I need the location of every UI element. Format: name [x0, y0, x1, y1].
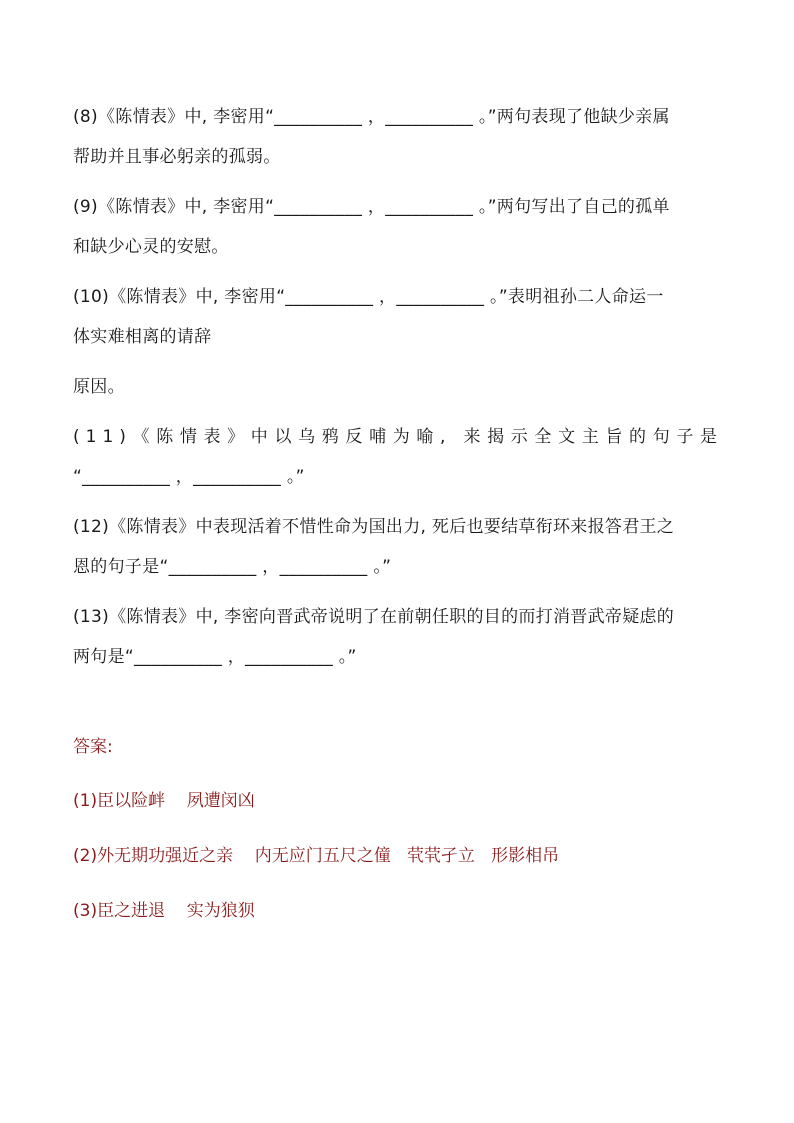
question-12 [73, 507, 723, 587]
question-9 [73, 187, 723, 267]
question-10-continuation [73, 367, 723, 407]
question-13 [73, 597, 723, 677]
question-13-line-1: (13)《陈情表》中, 李密向晋武帝说明了在前朝任职的目的而打消晋武帝疑虑的 [73, 607, 675, 627]
question-11 [73, 417, 723, 497]
question-10 [73, 277, 723, 357]
question-11-line-1: (11)《陈情表》中以乌鸦反哺为喻, 来揭示全文主旨的句子是 [73, 427, 723, 447]
question-11-line-2: “__________ ，__________ 。” [73, 467, 305, 487]
document-page [73, 97, 723, 946]
answer-1: (1)臣以险衅 夙遭闵凶 [73, 791, 255, 811]
question-8-line-1: (8)《陈情表》中, 李密用“__________ ，__________ 。”两句表现了他缺少亲属 [73, 107, 670, 127]
question-9-line-2: 和缺少心灵的安慰。 [73, 237, 229, 257]
question-12-line-2: 恩的句子是“__________ ，__________ 。” [73, 557, 392, 577]
question-9-line-1: (9)《陈情表》中, 李密用“__________ ，__________ 。”两句写出了自己的孤单 [73, 197, 670, 217]
answer-2: (2)外无期功强近之亲 内无应门五尺之僮 茕茕孑立 形影相吊 [73, 846, 560, 866]
question-12-line-1: (12)《陈情表》中表现活着不惜性命为国出力, 死后也要结草衔环来报答君王之 [73, 517, 675, 537]
answer-3: (3)臣之进退 实为狼狈 [73, 901, 255, 921]
question-13-line-2: 两句是“__________ ，__________ 。” [73, 647, 357, 667]
question-10-line-1: (10)《陈情表》中, 李密用“__________ ，__________ 。”表明祖孙二人命运一 [73, 287, 664, 307]
question-8-line-2: 帮助并且事必躬亲的孤弱。 [73, 147, 281, 167]
answers-title: 答案: [73, 737, 113, 757]
spacer [73, 687, 723, 727]
question-8 [73, 97, 723, 177]
question-10-line-3: 原因。 [73, 377, 125, 397]
answers-section [73, 727, 723, 931]
question-10-line-2: 体实难相离的请辞 [73, 327, 212, 347]
